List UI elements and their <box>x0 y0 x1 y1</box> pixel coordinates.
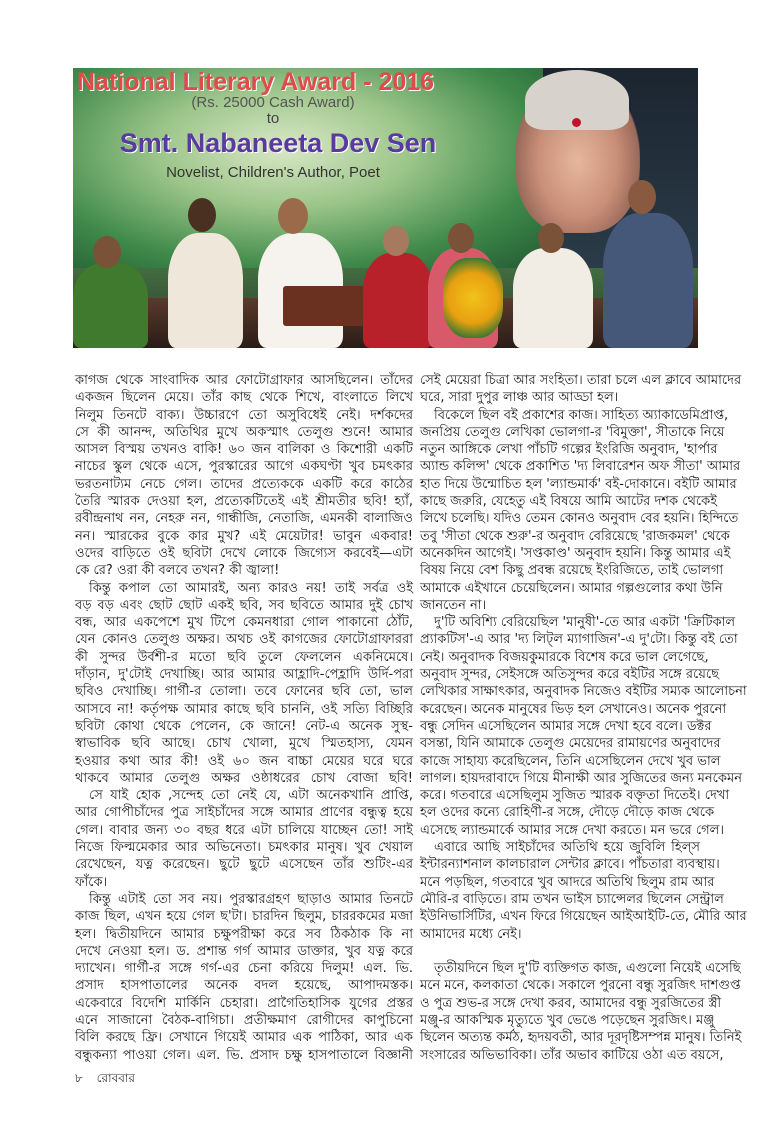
article-line: ফাঁকে। <box>75 874 108 890</box>
article-line: আসবে না! কর্তৃপক্ষ আমার কাছে ছবি চাননি, ওই সত্যি বিচ্ছিরি <box>75 701 413 717</box>
article-line: নিলুম তিনটে বাক্য। উচ্চারণে তো অসুবিধেই নেই। দর্শকদের <box>75 407 413 423</box>
article-line: অনুবাদ সুন্দর, সেইসঙ্গে অতিসুন্দর করে বইটির সঙ্গে রয়েছে <box>420 667 720 683</box>
article-line: হল ওদের কন্যে রোহিণী-র সঙ্গে, দৌড়ে দৌড়ে কাজ থেকে <box>420 805 715 821</box>
article-line: অ্যান্ড কলিন্স' থেকে প্রকাশিত 'দ্য লিবারেশন অফ সীতা' আমার <box>420 459 741 475</box>
article-line: প্রসাদ হাসপাতালের অনেক বদল হয়েছে, আপাদমস্তক। <box>75 978 413 994</box>
banner-name: Smt. Nabaneeta Dev Sen <box>119 128 437 158</box>
article-line: বসন্তা, যিনি আমাকে তেলুগু মেয়েদের রামায়ণের অনুবাদের <box>420 736 721 752</box>
article-line: গেল। বাবার জন্য ৩০ বছর ধরে এটা চালিয়ে যাচ্ছেন তো! সাই <box>75 822 413 838</box>
article-column-left <box>75 372 413 1064</box>
article-line: বন্ধুকন্যা পাওয়া গেল। এল. ভি. প্রসাদ চক্ষু হাসপাতালে বিজ্ঞানী <box>75 1047 413 1063</box>
seated-person <box>73 263 148 348</box>
banner-title: National Literary Award - 2016 <box>77 68 435 96</box>
article-line: এসেছে ল্যান্ডমার্কে আমার সঙ্গে দেখা করতে। মন ভরে গেল। <box>420 822 724 838</box>
article-line: আমাকে এইখানে চেয়েছিলেন। আমার গল্পগুলোর কথা উনি <box>420 580 723 596</box>
person-head <box>538 223 564 253</box>
article-line: বড় বড় এবং ছোট ছোট একই ছবি, সব ছবিতে আমার দুই চোখ <box>75 597 413 613</box>
article-line: ছবিটা কোথা থেকে পেলেন, কে জানে! নেট-এ অনেক সুস্থ- <box>75 718 413 734</box>
article-line: ইউনিভার্সিটির, এখন ফিরে গিয়েছেন আইআইটি-তে, মৌরি আর <box>420 909 747 925</box>
article-line: রবীন্দ্রনাথ নন, নেহরু নন, গান্ধীজি, নেতাজি, এমনকী বালাজিও <box>75 511 413 527</box>
article-line: সে যাই হোক ,সন্দেহ তো নেই যে, এটা অনেকখানি প্রাপ্তি, <box>89 788 413 804</box>
article-line: বিকেলে ছিল বই প্রকাশের কাজ। সাহিত্য অ্যাকাডেমিপ্রাপ্ত, <box>434 407 729 423</box>
article-line: মঞ্জু-র আকস্মিক মৃত্যুতে খুব ভেঙে পড়েছেন সুরজিৎ। মঞ্জু <box>420 1012 715 1028</box>
article-line: আমাদের মধ্যে নেই। <box>420 926 522 942</box>
article-line: তবু 'সীতা থেকে শুরু'-র অনুবাদ বেরিয়েছে 'রাজকমল' থেকে <box>420 528 730 544</box>
article-line: স্বাভাবিক ছবি আছে। চোখ খোলা, মুখে স্মিতহাস্য, যেমন <box>75 736 413 752</box>
article-line: যেন কোনও তেলুগু অক্ষর। অথচ ওই কাগজের ফোটোগ্রাফাররা <box>75 632 413 648</box>
article-line: ওদের বাড়িতে ওই ছবিটা দেখে লোকে জিগ্যেস করবেই—এটা <box>75 545 413 561</box>
article-line: থাকবে আমার তেলুগু অক্ষর ওষ্ঠাধরের চোখ বোজা ছবি! <box>75 770 413 786</box>
seated-person <box>363 253 433 348</box>
article-line: কাগজ থেকে সাংবাদিক আর ফোটোগ্রাফার আসছিলেন। তাঁদের <box>75 373 413 388</box>
article-line: অনেকদিন আগেই। 'সপ্তকাণ্ড' অনুবাদ হয়নি। কিন্তু আমার এই <box>420 545 731 561</box>
article-line: জনপ্রিয় তেলুগু লেখিকা ভোলগা-র 'বিমুক্তা', সীতাকে নিয়ে <box>420 424 725 440</box>
article-line: সেই মেয়েরা চিত্রা আর সংহিতা। তারা চলে এল ক্লাবে আমাদের <box>420 373 742 388</box>
article-line: তৃতীয়দিনে ছিল দু'টি ব্যক্তিগত কাজ, এগুলো নিয়েই এসেছি <box>434 961 741 977</box>
article-line: মৌরি-র বাড়িতে। রাম তখন ভাইস চ্যান্সেলর ছিলেন সেন্ট্রাল <box>420 891 724 907</box>
portrait-bindi <box>572 118 581 127</box>
article-line: দাঁড়ান, দু'টোই দেখাচ্ছি। আর আমার আহ্লাদি-পেহ্লাদি উর্দি-পরা <box>75 667 413 683</box>
article-line: রেখেছেন, যত্ন করেছেন। ছুটে ছুটে এসেছেন তাঁর শুটিং-এর <box>75 857 413 873</box>
page-number: ৮ <box>75 1071 83 1085</box>
article-line: করে। গতবারে এসেছিলুম সুজিত স্মারক বক্তৃতা দিতেই। দেখা <box>420 788 730 804</box>
article-line: হাত দিয়ে উন্মোচিত হল 'ল্যান্ডমার্ক' বই-দোকানে। বইটি আমার <box>420 476 737 492</box>
article-line: ভরতনাট্যম নেচে গেল। তাদের প্রত্যেককে একটি করে কাঠের <box>75 476 413 492</box>
article-line: একজন ছিলেন মেয়ে। তাঁর কাছ থেকে শিখে, বাংলাতে লিখে <box>75 390 413 406</box>
article-line: আসল বিস্ময় তখনও বাকি! ৬০ জন বালিকা ও কিশোরী একটি <box>75 442 413 458</box>
seated-person <box>603 213 693 348</box>
article-line: লাগল। হায়দরাবাদে গিয়ে মীনাক্ষী আর সুজিতের জন্য মনকেমন <box>420 770 742 786</box>
article-line: ঘরে, সারা দুপুর লাঞ্চ আর আড্ডা হল। <box>420 390 619 406</box>
article-column-right <box>420 372 747 1064</box>
article-line: বিলি করছে ফ্রি। সেখানে গিয়েই আমার এক পাঠিকা, আর এক <box>75 1030 413 1046</box>
article-line: ছিলেন অত্যন্ত কর্মঠ, হৃদয়বতী, আর দূরদৃষ্টিসম্পন্ন মানুষ। তিনিই <box>420 1030 742 1046</box>
seated-person <box>513 248 593 348</box>
page-footer <box>75 1070 145 1090</box>
article-line: কিন্তু এটাই তো সব নয়। পুরস্কারগ্রহণ ছাড়াও আমার তিনটে <box>89 891 413 907</box>
article-line: নন। স্মারকের বুকে কার মুখ? এই মেয়েটার! ভাবুন একবার! <box>75 528 413 544</box>
article-line: লেখিকার সাক্ষাৎকার, অনুবাদক নিজেও বইটির সম্যক আলোচনা <box>420 684 747 700</box>
person-head <box>383 226 409 256</box>
article-line: নেই। অনুবাদক বিজয়কুমারকে বিশেষ করে ভাল লেগেছে, <box>420 649 709 665</box>
article-line: নিজে ফিল্মমেকার আর অভিনেতা। চমৎকার মানুষ। খুব খেয়াল <box>75 840 413 856</box>
article-line: মনে মনে, কলকাতা থেকে। সকালে পুরনো বন্ধু সুরজিৎ দাশগুপ্ত <box>420 978 741 994</box>
person-head <box>448 223 474 253</box>
article-line: ও পুত্র শুভ-র সঙ্গে দেখা করব, আমাদের বন্ধু সুরজিতের স্ত্রী <box>420 995 722 1011</box>
article-line: নাচের স্কুল থেকে এসে, পুরস্কারের আগে একঘণ্টা খুব চমৎকার <box>75 459 413 475</box>
article-line: কাছে জরুরি, যেহেতু এই বিষয়ে আমি আটের দশক থেকেই <box>420 494 717 510</box>
article-line: তৈরি স্মারক দেওয়া হল, প্রত্যেকটিতেই এই শ্রীমতীর ছবি! হ্যাঁ, <box>75 494 413 510</box>
article-line: হল। দ্বিতীয়দিনে আমার চক্ষুপরীক্ষা করে সব ঠিকঠাক কি না <box>75 926 413 942</box>
article-line: ছবিও দেখাচ্ছি। গার্গী-র তোলা। তবে ফোনের ছবি তো, ভাল <box>75 684 413 700</box>
banner-to: to <box>266 110 280 127</box>
article-line: বন্ধ, আর একপেশে মুখ টিপে কেমনধারা গোল পাকানো ঠোঁট, <box>75 615 413 631</box>
article-line: সে কী আনন্দ, অতিথির মুখে অকস্মাৎ তেলুগু শুনে! আমার <box>75 424 413 440</box>
article-line: একেবারে বিদেশি মার্কিনি চেহারা। প্রাগৈতিহাসিক যুগের প্রস্তর <box>75 995 413 1011</box>
person-head <box>278 198 308 234</box>
flower-garland <box>443 258 503 338</box>
article-line: সংসারের অভিভাবিকা। তাঁর অভাব কাটিয়ে ওঠা এত বয়সে, <box>420 1047 724 1063</box>
person-head <box>628 180 656 214</box>
person-head <box>188 198 216 232</box>
article-line: কিন্তু কপাল তো আমারই, অন্য কারও নয়! তাই সর্বত্র ওই <box>89 580 413 596</box>
article-line: প্র্যাকটিস'-এ আর 'দ্য লিট্ল ম্যাগাজিন'-এ দু'টো। কিন্তু বই তো <box>420 632 738 648</box>
article-line: এনে সাজানো বৈঠক-বাগিচা। প্রতীক্ষমাণ রোগীদের কাপুচিনো <box>75 1012 413 1028</box>
article-line: নতুন আঙ্গিকে লেখা পাঁচটি গল্পের ইংরিজি অনুবাদ, 'হার্পার <box>420 442 718 458</box>
article-line: করেছেন। অনেক মানুষের ভিড় হল সেখানেও। অনেক পুরনো <box>420 701 727 717</box>
article-line: দ্যাখেন। গার্গী-র সঙ্গে গর্গ-এর চেনা করিয়ে দিলুম! এল. ভি. <box>75 961 413 977</box>
article-line <box>420 943 700 960</box>
article-line: জানতেন না। <box>420 597 487 613</box>
magazine-name: রোববার <box>96 1071 136 1085</box>
article-line: দু'টি অবিশ্যি বেরিয়েছিল 'মানুষী'-তে আর একটা 'ক্রিটিকাল <box>434 615 736 631</box>
article-line: আর গোপীচাঁদের পুত্র সাইচাঁদের সঙ্গে আমার প্রাণের বন্ধুত্ব হয়ে <box>75 805 413 821</box>
article-line: বিষয় নিয়ে বেশ কিছু প্রবন্ধ রয়েছে ইংরিজিতে, তাই ভোলগা <box>420 563 724 579</box>
seated-person <box>168 233 243 348</box>
article-line: কে রে? ওরা কী বলবে তখন? কী জ্বালা! <box>75 563 280 579</box>
banner-cash: (Rs. 25000 Cash Award) <box>191 94 355 111</box>
person-head <box>93 236 121 268</box>
article-line: লিখে চলেছি। যদিও তেমন কোনও অনুবাদ বের হয়নি। হিন্দিতে <box>420 511 739 527</box>
article-line: কাজে সাহায্য করেছিলেন, তিনি এসেছিলেন দেখে খুব ভাল <box>420 753 721 769</box>
article-line: কাজ ছিল, এখন হয়ে গেল ছ'টা। চারদিন ছিলুম, চাররকমের মজা <box>75 909 413 925</box>
article-line: এবারে আছি সাইচাঁদের অতিথি হয়ে জুবিলি হিল্স <box>434 840 700 856</box>
article-line: মনে পড়ছিল, গতবারে খুব আদরে অতিথি ছিলুম রাম আর <box>420 874 715 890</box>
article-line: বন্ধু সেদিন এসেছিলেন আমার সঙ্গে দেখা হবে বলে। ডক্টর <box>420 718 712 734</box>
article-line: দেখে নেওয়া হল। ড. প্রশান্ত গর্গ আমার ডাক্তার, খুব যত্ন করে <box>75 943 413 959</box>
article-line: ইন্টারন্যাশনাল কালচারাল সেন্টার ক্লাবে। পাঁচতারা ব্যবস্থায়। <box>420 857 720 873</box>
article-line: হওয়ার কথা আর কী! ওই ৬০ জন বাচ্চা মেয়ের ঘরে ঘরে <box>75 753 413 769</box>
article-line: কী সুন্দর উর্বশী-র মতো ছবি তুলে ফেললেন একনিমেষে। <box>75 649 413 665</box>
banner-subtitle: Novelist, Children's Author, Poet <box>166 164 380 181</box>
award-ceremony-photo <box>73 68 698 348</box>
